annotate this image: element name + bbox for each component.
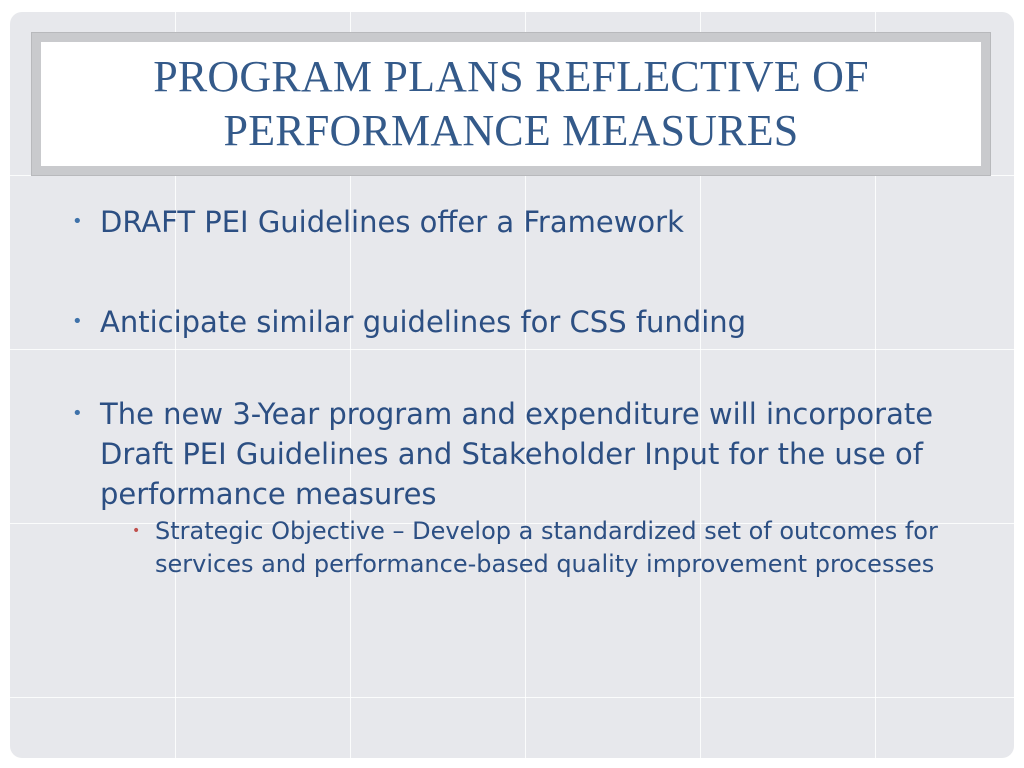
sub-bullet-text: Strategic Objective – Develop a standardized set of outcomes for services and performance-based quality improvement processes [155,517,938,578]
bullet-text: DRAFT PEI Guidelines offer a Framework [100,205,684,239]
slide [10,12,1014,758]
bullet-icon: • [72,403,83,424]
bullet-text: Anticipate similar guidelines for CSS funding [100,305,747,339]
bullet-item [70,202,970,242]
bullet-item [70,302,970,342]
bullet-icon: • [72,311,83,332]
bullet-item [70,394,970,514]
bullet-icon: • [72,211,83,232]
sub-bullet-icon: • [132,523,141,539]
slide-title: PROGRAM PLANS REFLECTIVE OF PERFORMANCE MEASURES [153,52,869,155]
sub-bullet-item [132,515,945,581]
title-frame [31,32,991,176]
title-box [41,42,981,166]
slide-content [70,202,970,581]
bullet-text: The new 3-Year program and expenditure will incorporate Draft PEI Guidelines and Stakeholder Input for the use of performance measures [100,397,934,511]
